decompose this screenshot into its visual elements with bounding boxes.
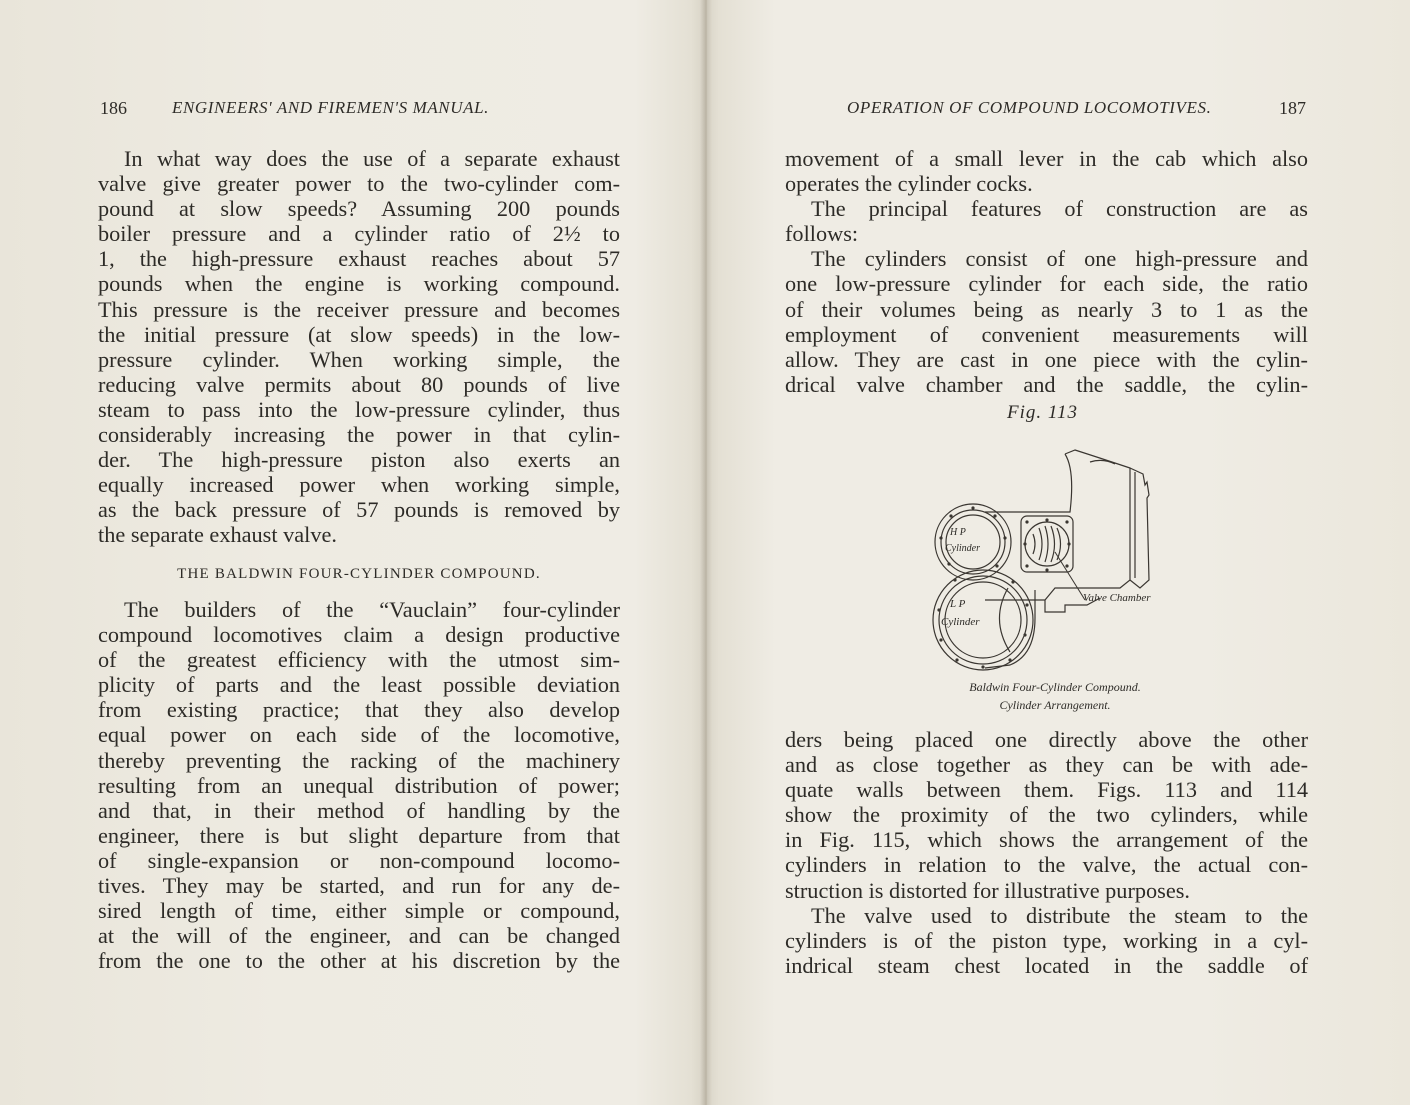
text-line: the separate exhaust valve. xyxy=(98,522,337,548)
text-line: pounds when the engine is working compound. xyxy=(98,271,620,297)
figure-caption-sub: Cylinder Arrangement. xyxy=(999,698,1111,712)
text-line: The cylinders consist of one high-pressure and xyxy=(811,246,1308,272)
text-line: from existing practice; that they also develop xyxy=(98,697,620,723)
paragraph xyxy=(785,146,1308,397)
text-line: boiler pressure and a cylinder ratio of 2½ to xyxy=(98,221,620,247)
text-line: allow. They are cast in one piece with the cylin- xyxy=(785,346,1308,372)
text-line: resulting from an unequal distribution of power; xyxy=(98,772,620,798)
text-line: and that, in their method of handling by the xyxy=(98,797,620,823)
text-line: compound locomotives claim a design productive xyxy=(98,622,620,648)
text-line: In what way does the use of a separate exhaust xyxy=(124,146,620,171)
text-line: employment of convenient measurements will xyxy=(785,321,1308,347)
text-line: in Fig. 115, which shows the arrangement of the xyxy=(785,827,1308,853)
running-head xyxy=(785,98,1308,122)
text-line: at the will of the engineer, and can be changed xyxy=(98,923,620,949)
valve-chamber-label: Valve Chamber xyxy=(1083,592,1151,604)
text-line: of single-expansion or non-compound locomo- xyxy=(98,847,620,873)
text-line: The principal features of construction are as xyxy=(811,196,1308,222)
text-line: reducing valve permits about 80 pounds of live xyxy=(98,371,620,397)
text-line: This pressure is the receiver pressure and becomes xyxy=(98,296,620,322)
lp-label-cylinder: Cylinder xyxy=(941,616,980,628)
text-line: engineer, there is but slight departure from that xyxy=(98,822,620,848)
text-line: from the one to the other at his discretion by the xyxy=(98,948,620,974)
text-line: equal power on each side of the locomotive, xyxy=(98,722,620,748)
text-line: cylinders in relation to the valve, the actual con- xyxy=(785,852,1308,878)
paragraph xyxy=(785,727,1308,978)
text-line: The valve used to distribute the steam to the xyxy=(811,902,1308,928)
hp-label-cylinder: Cylinder xyxy=(945,543,980,554)
running-head xyxy=(98,98,620,122)
page-number: 187 xyxy=(1279,98,1306,118)
text-line: equally increased power when working simple, xyxy=(98,472,620,498)
right-page xyxy=(785,0,1308,1105)
text-line: thereby preventing the racking of the machinery xyxy=(98,747,620,773)
text-line: 1, the high-pressure exhaust reaches about 57 xyxy=(98,246,620,272)
text-line: indrical steam chest located in the saddle of xyxy=(785,952,1308,978)
text-line: struction is distorted for illustrative purposes. xyxy=(785,877,1191,903)
running-head-title: ENGINEERS' AND FIREMEN'S MANUAL. xyxy=(172,98,490,117)
text-line: considerably increasing the power in that cylin- xyxy=(98,422,620,448)
lp-label: L P xyxy=(950,598,966,610)
hp-label: H P xyxy=(950,527,966,538)
running-head-title: OPERATION OF COMPOUND LOCOMOTIVES. xyxy=(847,98,1212,117)
text-line: pressure cylinder. When working simple, the xyxy=(98,346,620,372)
text-line: der. The high-pressure piston also exerts an xyxy=(98,447,620,473)
text-line: and as close together as they can be with ade- xyxy=(785,752,1308,778)
page-number: 186 xyxy=(100,98,127,118)
section-heading: THE BALDWIN FOUR-CYLINDER COMPOUND. xyxy=(177,566,541,582)
text-line: follows: xyxy=(785,221,859,247)
text-line: movement of a small lever in the cab which also xyxy=(785,146,1308,171)
paragraph xyxy=(98,597,620,973)
text-line: of the greatest efficiency with the utmost sim- xyxy=(98,647,620,673)
cylinder-arrangement-illustration xyxy=(925,440,1185,675)
text-line: steam to pass into the low-pressure cylinder, thus xyxy=(98,396,620,422)
text-line: the initial pressure (at slow speeds) in the low- xyxy=(98,321,620,347)
text-line: show the proximity of the two cylinders, while xyxy=(785,802,1308,828)
text-line: one low-pressure cylinder for each side, the ratio xyxy=(785,271,1308,297)
text-line: valve give greater power to the two-cylinder com- xyxy=(98,171,620,197)
text-line: drical valve chamber and the saddle, the cylin- xyxy=(785,371,1308,397)
text-line: cylinders is of the piston type, working in a cyl- xyxy=(785,927,1308,953)
text-line: ders being placed one directly above the other xyxy=(785,727,1308,752)
book-gutter xyxy=(700,0,712,1105)
paragraph xyxy=(98,146,620,548)
figure-label: Fig. 113 xyxy=(1007,402,1078,423)
text-line: quate walls between them. Figs. 113 and 114 xyxy=(785,777,1308,803)
text-line: pound at slow speeds? Assuming 200 pounds xyxy=(98,196,620,222)
text-line: operates the cylinder cocks. xyxy=(785,171,1033,197)
text-line: The builders of the “Vauclain” four-cylinder xyxy=(124,597,620,622)
text-line: sired length of time, either simple or compound, xyxy=(98,898,620,924)
text-line: of their volumes being as nearly 3 to 1 as the xyxy=(785,296,1308,322)
text-line: plicity of parts and the least possible deviation xyxy=(98,672,620,698)
figure-caption: Baldwin Four-Cylinder Compound. xyxy=(969,680,1141,694)
text-line: as the back pressure of 57 pounds is removed by xyxy=(98,497,620,523)
text-line: tives. They may be started, and run for any de- xyxy=(98,873,620,899)
left-page xyxy=(98,0,620,1105)
